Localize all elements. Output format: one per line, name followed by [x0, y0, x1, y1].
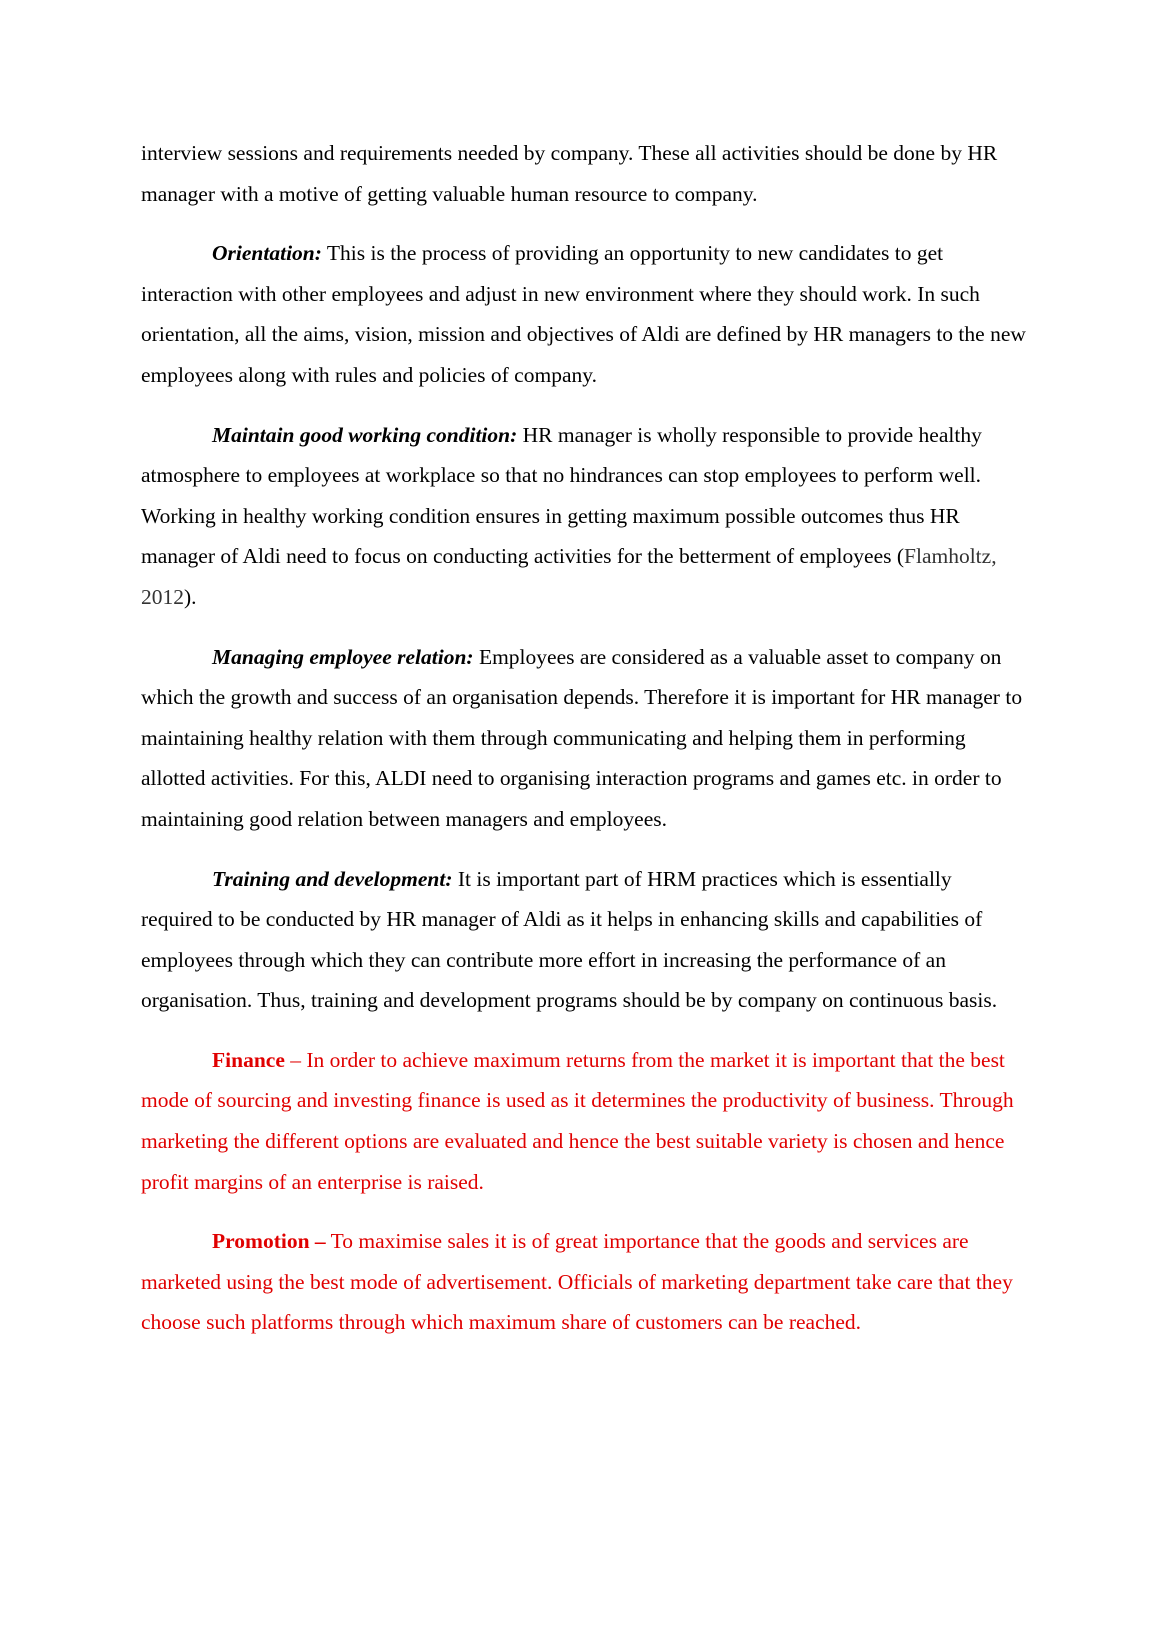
paragraph-orientation — [141, 233, 1026, 395]
paragraph-text: Employees are considered as a valuable asset to company on which the growth and success of an organisation depends. Therefore it is important for HR manager to maintaining healthy relation with them through communicating and helping them in performing allotted activities. For this, ALDI need to organising interaction programs and games etc. in order to maintaining good relation between managers and employees. — [141, 644, 1023, 831]
paragraph-heading: Maintain good working condition: — [212, 422, 518, 447]
paragraph-finance — [141, 1040, 1026, 1202]
document-body — [141, 133, 1026, 1362]
paragraph-text: – In order to achieve maximum returns from the market it is important that the best mode of sourcing and investing finance is used as it determines the productivity of business. Through marketing the different options are evaluated and hence the best suitable variety is chosen and hence profit margins of an enterprise is raised. — [141, 1047, 1014, 1194]
paragraph-promotion — [141, 1221, 1026, 1343]
paragraph-heading: Orientation: — [212, 241, 322, 266]
paragraph-text-end: ). — [184, 584, 197, 609]
paragraph-text: HR manager is wholly responsible to provide healthy atmosphere to employees at workplace so that no hindrances can stop employees to perform well. Working in healthy working condition ensures in getting maximum possible outcomes thus HR manager of Aldi need to focus on conducting activities for the betterment of employees ( — [141, 422, 982, 569]
paragraph-training — [141, 859, 1026, 1021]
citation: Flamholtz, 2012 — [141, 544, 997, 609]
paragraph-text: This is the process of providing an opportunity to new candidates to get interaction with other employees and adjust in new environment where they should work. In such orientation, all the aims, vision, mission and objectives of Aldi are defined by HR managers to the new employees along with rules and policies of company. — [141, 241, 1026, 387]
paragraph-heading: Managing employee relation: — [212, 644, 474, 669]
paragraph-text: To maximise sales it is of great importance that the goods and services are marketed using the best mode of advertisement. Officials of marketing department take care that they choose such platforms through which maximum share of customers can be reached. — [141, 1229, 1013, 1335]
paragraph-working-condition — [141, 415, 1026, 618]
paragraph-heading: Finance — [212, 1047, 285, 1072]
paragraph-text: interview sessions and requirements needed by company. These all activities should be done by HR manager with a motive of getting valuable human resource to company. — [141, 141, 998, 206]
paragraph-intro — [141, 133, 1026, 214]
paragraph-heading: Promotion – — [212, 1229, 326, 1254]
paragraph-heading: Training and development: — [212, 866, 453, 891]
paragraph-text: It is important part of HRM practices which is essentially required to be conducted by HR manager of Aldi as it helps in enhancing skills and capabilities of employees through which they can contribute more effort in increasing the performance of an organisation. Thus, training and development programs should be by company on continuous basis. — [141, 866, 998, 1013]
paragraph-employee-relation — [141, 637, 1026, 840]
